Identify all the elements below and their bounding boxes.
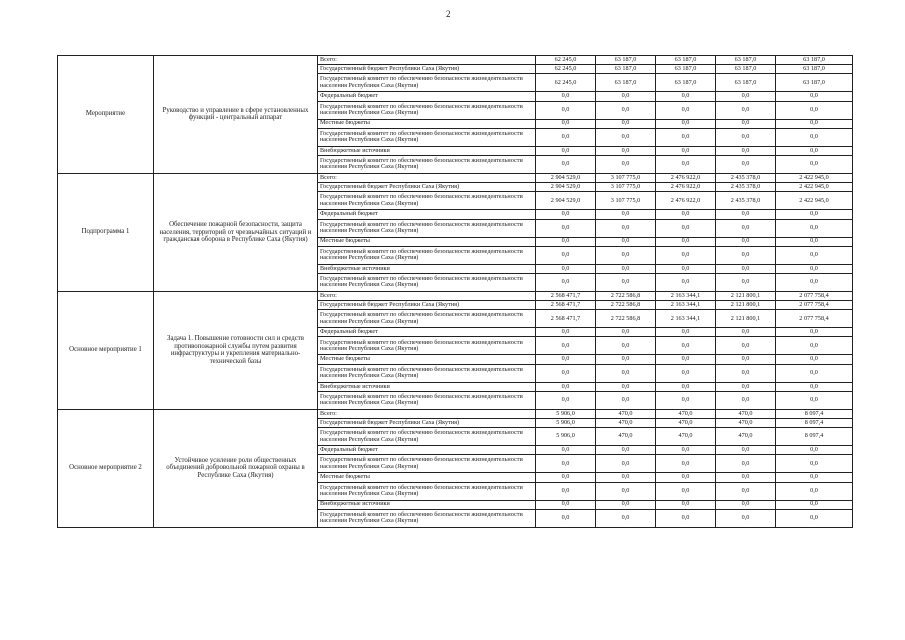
amount-cell: 0,0: [656, 355, 716, 364]
amount-cell: 0,0: [716, 246, 776, 264]
amount-cell: 2 435 378,0: [716, 183, 776, 192]
amount-cell: 0,0: [656, 237, 716, 246]
amount-cell: 0,0: [776, 264, 853, 273]
amount-cell: 63 187,0: [776, 74, 853, 92]
amount-cell: 5 906,0: [536, 409, 596, 418]
amount-cell: 0,0: [536, 128, 596, 146]
amount-cell: 0,0: [716, 455, 776, 473]
amount-cell: 0,0: [776, 337, 853, 355]
amount-cell: 0,0: [716, 337, 776, 355]
amount-cell: 470,0: [596, 419, 656, 428]
funding-source: Государственный комитет по обеспечению безопасности жизнедеятельности населения Республики Саха (Якутия): [318, 482, 536, 500]
amount-cell: 0,0: [716, 101, 776, 119]
amount-cell: 2 904 529,0: [536, 173, 596, 182]
amount-cell: 0,0: [776, 119, 853, 128]
amount-cell: 0,0: [656, 446, 716, 455]
amount-cell: 0,0: [656, 155, 716, 173]
amount-cell: 0,0: [536, 482, 596, 500]
amount-cell: 0,0: [716, 446, 776, 455]
amount-cell: 0,0: [536, 500, 596, 509]
amount-cell: 0,0: [776, 219, 853, 237]
budget-table-body: [58, 56, 853, 528]
amount-cell: 2 077 758,4: [776, 301, 853, 310]
funding-source: Всего:: [318, 291, 536, 300]
amount-cell: 0,0: [716, 391, 776, 409]
amount-cell: 470,0: [716, 419, 776, 428]
amount-cell: 0,0: [536, 210, 596, 219]
amount-cell: 0,0: [716, 237, 776, 246]
amount-cell: 0,0: [596, 482, 656, 500]
page-number: 2: [446, 9, 451, 19]
amount-cell: 0,0: [776, 128, 853, 146]
amount-cell: 0,0: [656, 264, 716, 273]
amount-cell: 0,0: [656, 101, 716, 119]
amount-cell: 0,0: [716, 128, 776, 146]
amount-cell: 0,0: [776, 473, 853, 482]
amount-cell: 470,0: [716, 428, 776, 446]
amount-cell: 0,0: [716, 355, 776, 364]
amount-cell: 2 904 529,0: [536, 183, 596, 192]
amount-cell: 0,0: [536, 246, 596, 264]
amount-cell: 2 568 471,7: [536, 310, 596, 328]
amount-cell: 0,0: [776, 210, 853, 219]
block-category: Основное мероприятие 2: [58, 409, 154, 527]
amount-cell: 62 245,0: [536, 56, 596, 65]
amount-cell: 0,0: [776, 446, 853, 455]
block-task-description: Устойчивое усиление роли общественных объединений добровольной пожарной охраны в Республике Саха (Якутия): [154, 409, 318, 527]
amount-cell: 0,0: [596, 92, 656, 101]
block-task-description: Руководство и управление в сфере установленных функций - центральный аппарат: [154, 56, 318, 174]
amount-cell: 63 187,0: [596, 56, 656, 65]
amount-cell: 0,0: [596, 446, 656, 455]
amount-cell: 63 187,0: [596, 74, 656, 92]
amount-cell: 0,0: [656, 500, 716, 509]
amount-cell: 0,0: [596, 328, 656, 337]
amount-cell: 0,0: [596, 119, 656, 128]
amount-cell: 0,0: [596, 210, 656, 219]
funding-source: Государственный комитет по обеспечению безопасности жизнедеятельности населения Республики Саха (Якутия): [318, 128, 536, 146]
amount-cell: 63 187,0: [656, 56, 716, 65]
funding-source: Федеральный бюджет: [318, 446, 536, 455]
amount-cell: 0,0: [716, 92, 776, 101]
amount-cell: 0,0: [596, 219, 656, 237]
block-task-description: Обеспечение пожарной безопасности, защита населения, территорий от чрезвычайных ситуаций и гражданская оборона в Республике Саха (Якутия): [154, 173, 318, 291]
amount-cell: 2 422 945,0: [776, 173, 853, 182]
funding-source: Государственный комитет по обеспечению безопасности жизнедеятельности населения Республики Саха (Якутия): [318, 74, 536, 92]
table-row: [58, 409, 853, 418]
amount-cell: 0,0: [776, 273, 853, 291]
amount-cell: 0,0: [536, 264, 596, 273]
amount-cell: 0,0: [716, 500, 776, 509]
amount-cell: 0,0: [776, 101, 853, 119]
amount-cell: 5 906,0: [536, 419, 596, 428]
amount-cell: 0,0: [776, 500, 853, 509]
funding-source: Государственный комитет по обеспечению безопасности жизнедеятельности населения Республики Саха (Якутия): [318, 391, 536, 409]
amount-cell: 0,0: [536, 473, 596, 482]
amount-cell: 0,0: [596, 455, 656, 473]
funding-source: Государственный бюджет Республики Саха (Якутия): [318, 301, 536, 310]
amount-cell: 0,0: [656, 455, 716, 473]
amount-cell: 2 435 378,0: [716, 192, 776, 210]
funding-source: Внебюджетные источники: [318, 264, 536, 273]
amount-cell: 0,0: [656, 246, 716, 264]
amount-cell: 63 187,0: [716, 65, 776, 74]
amount-cell: 63 187,0: [776, 65, 853, 74]
budget-table: [57, 55, 853, 528]
amount-cell: 2 422 945,0: [776, 183, 853, 192]
amount-cell: 0,0: [656, 146, 716, 155]
amount-cell: 0,0: [716, 119, 776, 128]
amount-cell: 63 187,0: [776, 56, 853, 65]
amount-cell: 0,0: [596, 128, 656, 146]
amount-cell: 0,0: [716, 473, 776, 482]
amount-cell: 0,0: [656, 391, 716, 409]
amount-cell: 0,0: [656, 328, 716, 337]
amount-cell: 0,0: [656, 364, 716, 382]
funding-source: Государственный бюджет Республики Саха (Якутия): [318, 419, 536, 428]
funding-source: Государственный бюджет Республики Саха (Якутия): [318, 183, 536, 192]
amount-cell: 0,0: [656, 473, 716, 482]
amount-cell: 8 097,4: [776, 428, 853, 446]
amount-cell: 0,0: [716, 219, 776, 237]
funding-source: Государственный комитет по обеспечению безопасности жизнедеятельности населения Республики Саха (Якутия): [318, 310, 536, 328]
amount-cell: 0,0: [776, 146, 853, 155]
amount-cell: 5 906,0: [536, 428, 596, 446]
block-category: Мероприятие: [58, 56, 154, 174]
funding-source: Внебюджетные источники: [318, 146, 536, 155]
amount-cell: 8 097,4: [776, 419, 853, 428]
amount-cell: 0,0: [536, 382, 596, 391]
funding-source: Государственный комитет по обеспечению безопасности жизнедеятельности населения Республики Саха (Якутия): [318, 364, 536, 382]
amount-cell: 0,0: [716, 210, 776, 219]
funding-source: Всего:: [318, 409, 536, 418]
amount-cell: 2 163 344,1: [656, 291, 716, 300]
amount-cell: 0,0: [776, 509, 853, 527]
amount-cell: 0,0: [536, 119, 596, 128]
amount-cell: 3 107 775,0: [596, 192, 656, 210]
table-row: [58, 56, 853, 65]
funding-source: Государственный комитет по обеспечению безопасности жизнедеятельности населения Республики Саха (Якутия): [318, 455, 536, 473]
block-category: Основное мероприятие 1: [58, 291, 154, 409]
amount-cell: 62 245,0: [536, 74, 596, 92]
amount-cell: 0,0: [536, 219, 596, 237]
amount-cell: 470,0: [656, 428, 716, 446]
amount-cell: 0,0: [656, 210, 716, 219]
amount-cell: 2 568 471,7: [536, 291, 596, 300]
funding-source: Государственный бюджет Республики Саха (Якутия): [318, 65, 536, 74]
amount-cell: 0,0: [536, 328, 596, 337]
amount-cell: 0,0: [776, 364, 853, 382]
amount-cell: 63 187,0: [716, 74, 776, 92]
amount-cell: 63 187,0: [656, 74, 716, 92]
amount-cell: 2 722 586,8: [596, 291, 656, 300]
funding-source: Государственный комитет по обеспечению безопасности жизнедеятельности населения Республики Саха (Якутия): [318, 509, 536, 527]
amount-cell: 0,0: [776, 391, 853, 409]
amount-cell: 0,0: [656, 337, 716, 355]
amount-cell: 0,0: [656, 119, 716, 128]
funding-source: Федеральный бюджет: [318, 92, 536, 101]
funding-source: Государственный комитет по обеспечению безопасности жизнедеятельности населения Республики Саха (Якутия): [318, 428, 536, 446]
funding-source: Местные бюджеты: [318, 473, 536, 482]
amount-cell: 0,0: [656, 382, 716, 391]
amount-cell: 0,0: [776, 355, 853, 364]
amount-cell: 2 722 586,8: [596, 301, 656, 310]
block-task-description: Задача 1. Повышение готовности сил и средств противопожарной службы путем развития инфраструктуры и укрепления материально-технической базы: [154, 291, 318, 409]
amount-cell: 0,0: [536, 101, 596, 119]
amount-cell: 2 568 471,7: [536, 301, 596, 310]
amount-cell: 0,0: [716, 264, 776, 273]
funding-source: Государственный комитет по обеспечению безопасности жизнедеятельности населения Республики Саха (Якутия): [318, 101, 536, 119]
amount-cell: 0,0: [596, 246, 656, 264]
amount-cell: 0,0: [536, 355, 596, 364]
amount-cell: 0,0: [716, 364, 776, 382]
funding-source: Всего:: [318, 56, 536, 65]
amount-cell: 63 187,0: [716, 56, 776, 65]
amount-cell: 470,0: [656, 419, 716, 428]
amount-cell: 0,0: [596, 364, 656, 382]
funding-source: Внебюджетные источники: [318, 500, 536, 509]
block-category: Подпрограмма 1: [58, 173, 154, 291]
amount-cell: 0,0: [776, 246, 853, 264]
funding-source: Всего:: [318, 173, 536, 182]
amount-cell: 3 107 775,0: [596, 183, 656, 192]
amount-cell: 2 121 800,1: [716, 291, 776, 300]
amount-cell: 2 077 758,4: [776, 310, 853, 328]
amount-cell: 8 097,4: [776, 409, 853, 418]
funding-source: Федеральный бюджет: [318, 328, 536, 337]
amount-cell: 0,0: [716, 482, 776, 500]
amount-cell: 0,0: [716, 382, 776, 391]
amount-cell: 0,0: [536, 364, 596, 382]
amount-cell: 0,0: [536, 391, 596, 409]
amount-cell: 0,0: [776, 455, 853, 473]
amount-cell: 470,0: [596, 428, 656, 446]
amount-cell: 0,0: [656, 509, 716, 527]
amount-cell: 63 187,0: [596, 65, 656, 74]
amount-cell: 2 422 945,0: [776, 192, 853, 210]
amount-cell: 0,0: [596, 382, 656, 391]
amount-cell: 0,0: [596, 500, 656, 509]
amount-cell: 2 163 344,1: [656, 301, 716, 310]
funding-source: Местные бюджеты: [318, 237, 536, 246]
amount-cell: 0,0: [656, 219, 716, 237]
funding-source: Государственный комитет по обеспечению безопасности жизнедеятельности населения Республики Саха (Якутия): [318, 273, 536, 291]
funding-source: Внебюджетные источники: [318, 382, 536, 391]
amount-cell: 0,0: [716, 328, 776, 337]
amount-cell: 0,0: [776, 482, 853, 500]
amount-cell: 0,0: [536, 237, 596, 246]
amount-cell: 0,0: [776, 382, 853, 391]
funding-source: Государственный комитет по обеспечению безопасности жизнедеятельности населения Республики Саха (Якутия): [318, 155, 536, 173]
amount-cell: 2 163 344,1: [656, 310, 716, 328]
amount-cell: 0,0: [596, 355, 656, 364]
amount-cell: 0,0: [716, 509, 776, 527]
funding-source: Местные бюджеты: [318, 119, 536, 128]
amount-cell: 0,0: [536, 155, 596, 173]
amount-cell: 0,0: [776, 155, 853, 173]
amount-cell: 0,0: [596, 146, 656, 155]
amount-cell: 0,0: [596, 509, 656, 527]
table-row: [58, 173, 853, 182]
amount-cell: 0,0: [596, 273, 656, 291]
amount-cell: 0,0: [656, 92, 716, 101]
funding-source: Государственный комитет по обеспечению безопасности жизнедеятельности населения Республики Саха (Якутия): [318, 192, 536, 210]
amount-cell: 0,0: [596, 337, 656, 355]
amount-cell: 470,0: [656, 409, 716, 418]
amount-cell: 2 476 922,0: [656, 173, 716, 182]
amount-cell: 0,0: [656, 273, 716, 291]
amount-cell: 2 121 800,1: [716, 301, 776, 310]
amount-cell: 0,0: [536, 446, 596, 455]
amount-cell: 0,0: [776, 328, 853, 337]
amount-cell: 0,0: [536, 273, 596, 291]
amount-cell: 0,0: [536, 455, 596, 473]
amount-cell: 470,0: [596, 409, 656, 418]
amount-cell: 0,0: [536, 146, 596, 155]
amount-cell: 2 077 758,4: [776, 291, 853, 300]
amount-cell: 2 435 378,0: [716, 173, 776, 182]
amount-cell: 62 245,0: [536, 65, 596, 74]
funding-source: Государственный комитет по обеспечению безопасности жизнедеятельности населения Республики Саха (Якутия): [318, 219, 536, 237]
table-row: [58, 291, 853, 300]
amount-cell: 0,0: [716, 155, 776, 173]
amount-cell: 0,0: [536, 337, 596, 355]
funding-source: Местные бюджеты: [318, 355, 536, 364]
amount-cell: 470,0: [716, 409, 776, 418]
amount-cell: 0,0: [596, 391, 656, 409]
amount-cell: 0,0: [596, 473, 656, 482]
amount-cell: 3 107 775,0: [596, 173, 656, 182]
amount-cell: 0,0: [596, 101, 656, 119]
funding-source: Федеральный бюджет: [318, 210, 536, 219]
amount-cell: 2 722 586,8: [596, 310, 656, 328]
amount-cell: 0,0: [716, 273, 776, 291]
amount-cell: 0,0: [536, 509, 596, 527]
amount-cell: 2 476 922,0: [656, 183, 716, 192]
funding-source: Государственный комитет по обеспечению безопасности жизнедеятельности населения Республики Саха (Якутия): [318, 246, 536, 264]
amount-cell: 0,0: [596, 237, 656, 246]
amount-cell: 0,0: [596, 155, 656, 173]
funding-source: Государственный комитет по обеспечению безопасности жизнедеятельности населения Республики Саха (Якутия): [318, 337, 536, 355]
amount-cell: 2 121 800,1: [716, 310, 776, 328]
amount-cell: 0,0: [776, 92, 853, 101]
amount-cell: 0,0: [536, 92, 596, 101]
amount-cell: 2 476 922,0: [656, 192, 716, 210]
amount-cell: 0,0: [716, 146, 776, 155]
amount-cell: 0,0: [596, 264, 656, 273]
amount-cell: 2 904 529,0: [536, 192, 596, 210]
amount-cell: 0,0: [656, 128, 716, 146]
amount-cell: 0,0: [656, 482, 716, 500]
amount-cell: 63 187,0: [656, 65, 716, 74]
amount-cell: 0,0: [776, 237, 853, 246]
